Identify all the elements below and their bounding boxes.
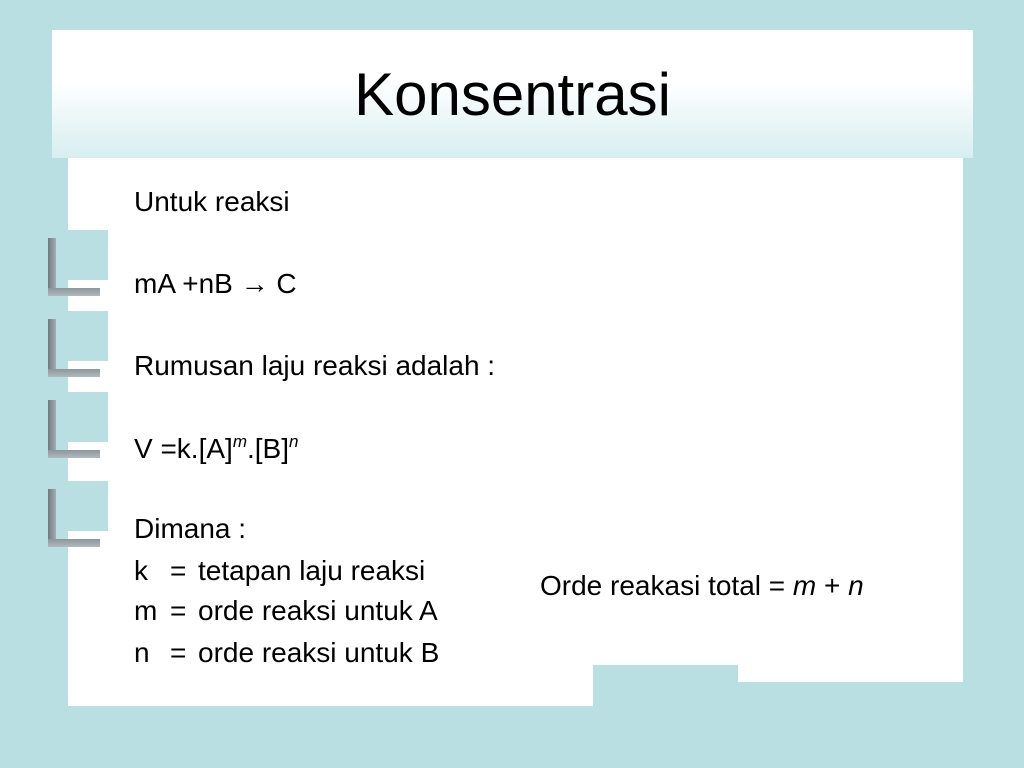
exponent-n: n (289, 432, 299, 451)
where-label: Dimana : (134, 513, 247, 544)
rate-label: Rumusan laju reaksi adalah : (134, 350, 496, 381)
total-order-label: Orde reakasi total (540, 570, 761, 601)
title-band (52, 30, 973, 158)
total-order-n: n (848, 570, 864, 601)
bracket-bullet-icon (48, 481, 110, 549)
definition-symbol: m (134, 595, 158, 626)
rate-eq-mid: .[B] (247, 433, 290, 464)
definition-meaning: tetapan laju reaksi (198, 555, 426, 586)
bracket-bullet-icon (48, 392, 110, 460)
definition-symbol: k (134, 555, 148, 586)
rate-eq-prefix: V =k.[A] (134, 433, 233, 464)
total-order-m: m (792, 570, 817, 601)
exponent-m: m (232, 432, 247, 451)
definition-meaning: orde reaksi untuk B (198, 637, 440, 668)
definition-equals: = (170, 595, 187, 626)
definition-equals: = (170, 555, 187, 586)
intro-text: Untuk reaksi (134, 186, 290, 217)
slide-title: Konsentrasi (354, 61, 671, 128)
reaction-lhs: mA +nB (134, 268, 233, 299)
total-order-plus: + (824, 570, 841, 601)
reaction-equation (134, 267, 297, 301)
definition-symbol: n (134, 637, 150, 668)
content-panel-right (738, 158, 963, 682)
total-order (540, 569, 864, 603)
rate-equation (134, 432, 298, 466)
definition-equals: = (170, 637, 187, 668)
bracket-bullet-icon (48, 311, 110, 379)
reaction-rhs: C (276, 268, 297, 299)
bracket-bullet-icon (48, 230, 110, 298)
arrow-right-icon: → (240, 268, 269, 299)
total-order-equals: = (768, 570, 786, 601)
definition-meaning: orde reaksi untuk A (198, 595, 438, 626)
